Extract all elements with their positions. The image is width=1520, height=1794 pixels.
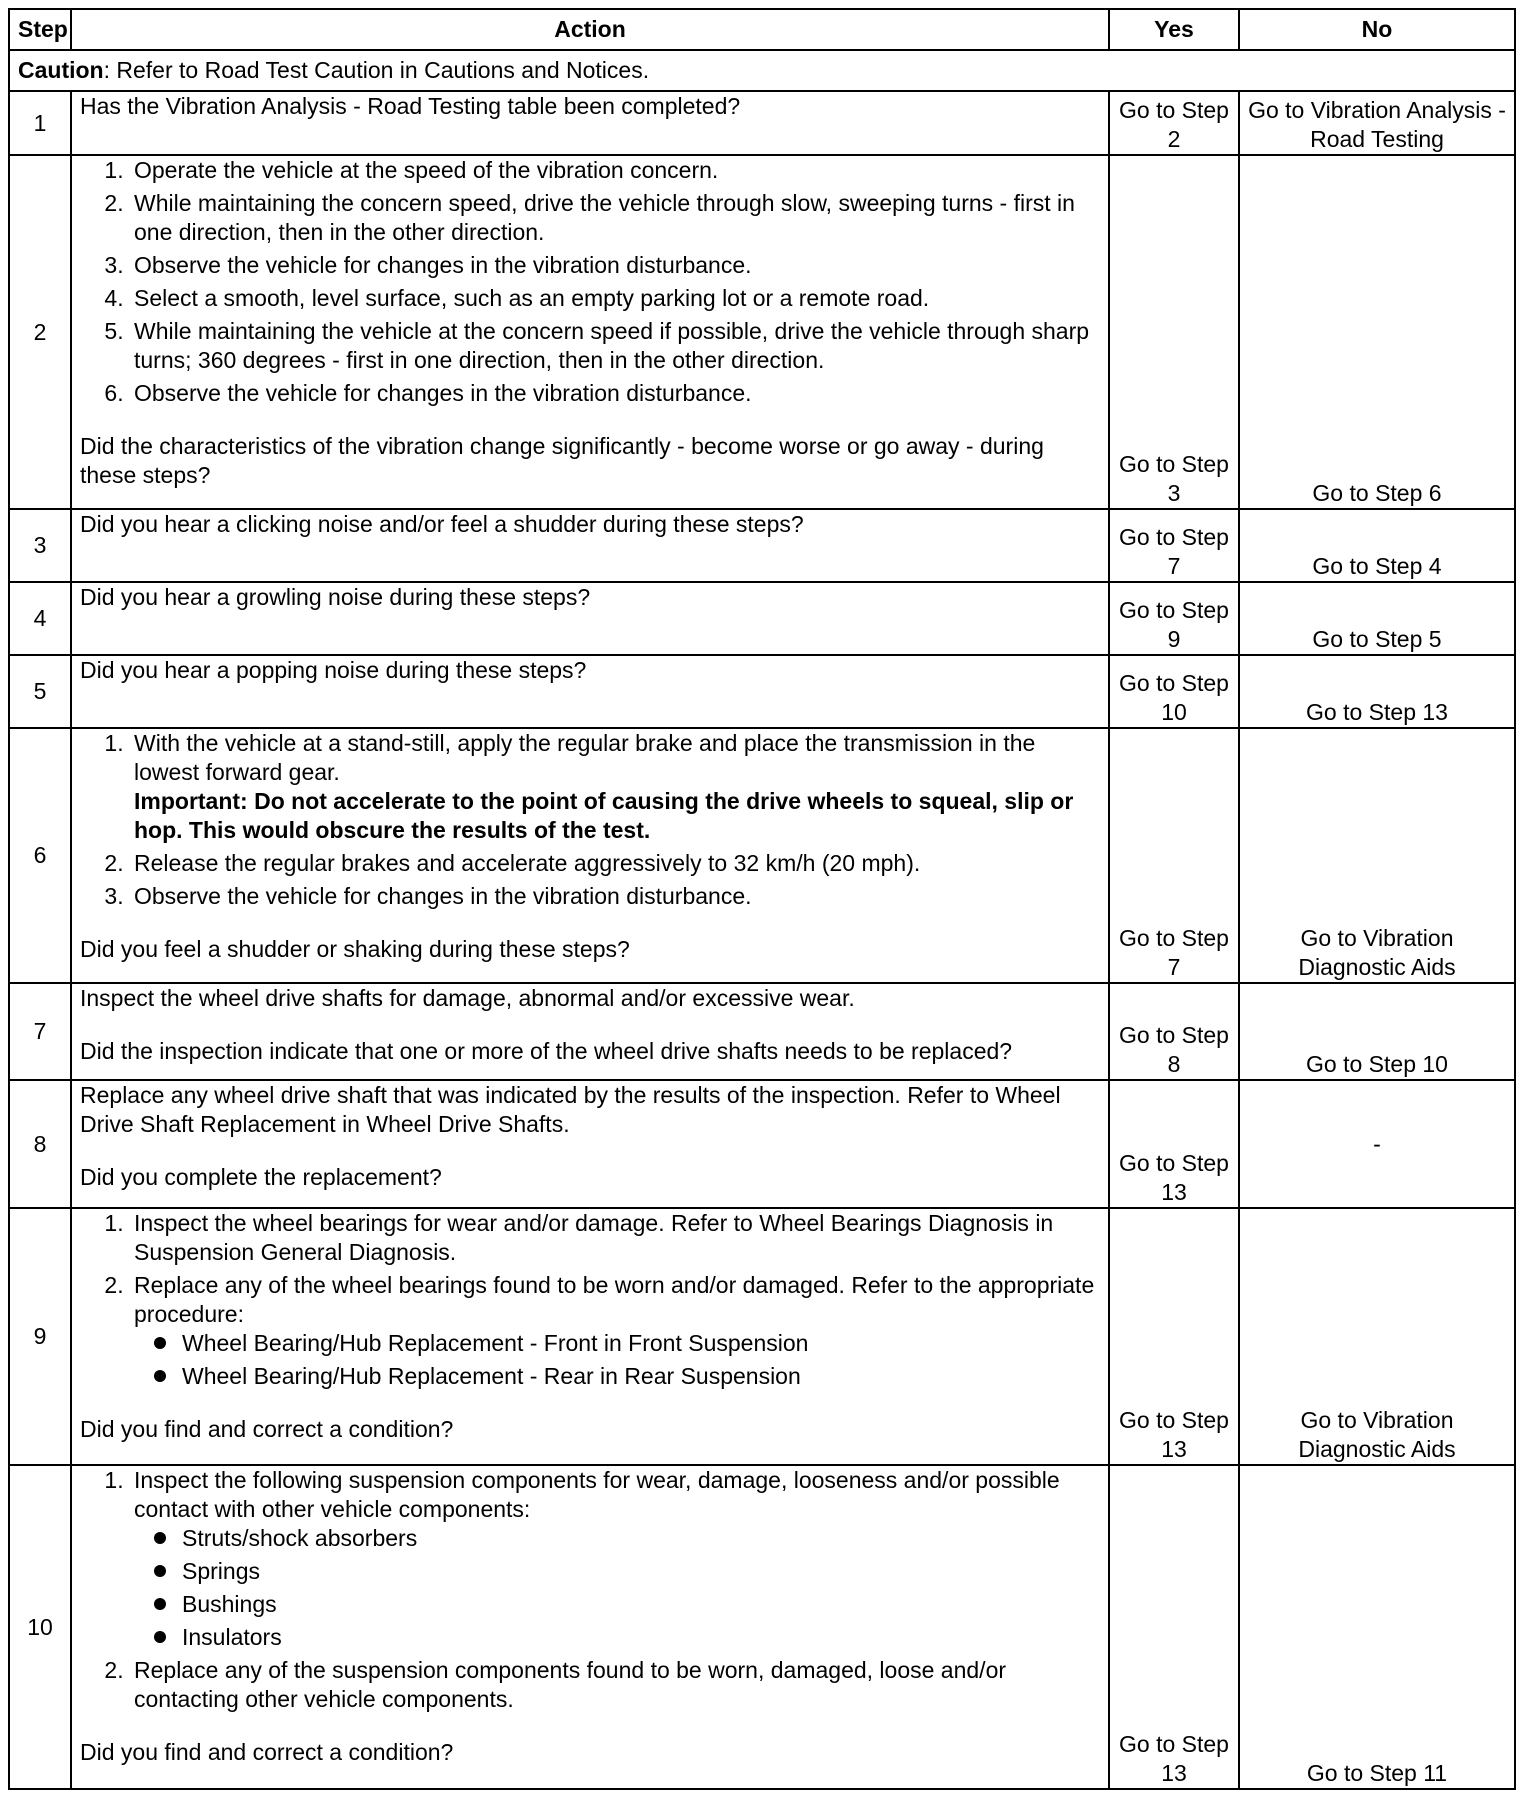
question-text: Did you find and correct a condition? bbox=[80, 1739, 454, 1765]
yes-cell: Go to Step 3 bbox=[1109, 155, 1239, 509]
list-item: 1. Operate the vehicle at the speed of the vibration concern. bbox=[130, 156, 1100, 185]
no-cell: Go to Step 13 bbox=[1239, 655, 1515, 728]
step-number: 5 bbox=[9, 655, 71, 728]
step-row-6 bbox=[9, 728, 1515, 983]
list-item: 3. Observe the vehicle for changes in the vibration disturbance. bbox=[130, 251, 1100, 280]
procedure-list bbox=[80, 156, 1100, 408]
question-text: Has the Vibration Analysis - Road Testing table been completed? bbox=[80, 93, 741, 119]
list-item-text: Inspect the following suspension components for wear, damage, looseness and/or possible contact with other vehicle components: bbox=[134, 1467, 1060, 1522]
yes-cell: Go to Step 9 bbox=[1109, 582, 1239, 655]
action-cell bbox=[71, 1208, 1109, 1465]
step-number: 8 bbox=[9, 1080, 71, 1208]
yes-cell: Go to Step 13 bbox=[1109, 1080, 1239, 1208]
bullet-icon bbox=[154, 1631, 166, 1643]
step-number: 1 bbox=[9, 91, 71, 155]
caution-text: : Refer to Road Test Caution in Cautions and Notices. bbox=[103, 57, 650, 83]
step-row-9 bbox=[9, 1208, 1515, 1465]
bullet-list bbox=[134, 1524, 1100, 1652]
bullet-text: Springs bbox=[182, 1558, 260, 1584]
no-cell: Go to Step 10 bbox=[1239, 983, 1515, 1080]
step-number: 3 bbox=[9, 509, 71, 582]
step-row-7 bbox=[9, 983, 1515, 1080]
bullet-item bbox=[180, 1524, 1100, 1553]
step-number: 7 bbox=[9, 983, 71, 1080]
no-cell: Go to Vibration Diagnostic Aids bbox=[1239, 1208, 1515, 1465]
action-cell bbox=[71, 509, 1109, 582]
question-text: Did you feel a shudder or shaking during these steps? bbox=[80, 936, 630, 962]
step-row-1 bbox=[9, 91, 1515, 155]
question-text: Did you complete the replacement? bbox=[80, 1164, 442, 1190]
no-cell: Go to Step 4 bbox=[1239, 509, 1515, 582]
header-row bbox=[9, 9, 1515, 50]
step-row-2 bbox=[9, 155, 1515, 509]
action-cell bbox=[71, 1080, 1109, 1208]
question-text: Did you hear a popping noise during these steps? bbox=[80, 657, 587, 683]
step-row-4 bbox=[9, 582, 1515, 655]
step-row-10 bbox=[9, 1465, 1515, 1789]
procedure-list bbox=[80, 729, 1100, 911]
list-item: 5. While maintaining the vehicle at the concern speed if possible, drive the vehicle through sharp turns; 360 degrees - first in one direction, then in the other direction. bbox=[130, 317, 1100, 375]
bullet-text: Wheel Bearing/Hub Replacement - Rear in Rear Suspension bbox=[182, 1363, 801, 1389]
no-cell: Go to Step 6 bbox=[1239, 155, 1515, 509]
yes-cell: Go to Step 7 bbox=[1109, 728, 1239, 983]
action-cell bbox=[71, 728, 1109, 983]
intro-text: Inspect the wheel drive shafts for damage, abnormal and/or excessive wear. bbox=[80, 985, 855, 1011]
question-text: Did the inspection indicate that one or more of the wheel drive shafts needs to be replaced? bbox=[80, 1038, 1013, 1064]
no-cell: Go to Vibration Analysis - Road Testing bbox=[1239, 91, 1515, 155]
caution-cell bbox=[9, 50, 1515, 91]
list-item: 3. Observe the vehicle for changes in the vibration disturbance. bbox=[130, 882, 1100, 911]
list-item: 2. While maintaining the concern speed, drive the vehicle through slow, sweeping turns - first in one direction, then in the other direction. bbox=[130, 189, 1100, 247]
header-action: Action bbox=[71, 9, 1109, 50]
step-number: 2 bbox=[9, 155, 71, 509]
yes-cell: Go to Step 10 bbox=[1109, 655, 1239, 728]
question-text: Did you find and correct a condition? bbox=[80, 1416, 454, 1442]
caution-row bbox=[9, 50, 1515, 91]
bullet-list bbox=[134, 1329, 1100, 1391]
bullet-icon bbox=[154, 1565, 166, 1577]
yes-cell: Go to Step 13 bbox=[1109, 1465, 1239, 1789]
yes-cell: Go to Step 2 bbox=[1109, 91, 1239, 155]
list-item-text: Replace any of the wheel bearings found to be worn and/or damaged. Refer to the appropriate procedure: bbox=[134, 1272, 1095, 1327]
procedure-list bbox=[80, 1466, 1100, 1714]
header-no: No bbox=[1239, 9, 1515, 50]
bullet-icon bbox=[154, 1532, 166, 1544]
step-number: 10 bbox=[9, 1465, 71, 1789]
list-item-text: With the vehicle at a stand-still, apply the regular brake and place the transmission in the lowest forward gear. bbox=[134, 730, 1036, 785]
list-item: 4. Select a smooth, level surface, such as an empty parking lot or a remote road. bbox=[130, 284, 1100, 313]
list-item: 2. Release the regular brakes and accelerate aggressively to 32 km/h (20 mph). bbox=[130, 849, 1100, 878]
step-row-5 bbox=[9, 655, 1515, 728]
action-cell bbox=[71, 155, 1109, 509]
step-row-8 bbox=[9, 1080, 1515, 1208]
bullet-icon bbox=[154, 1337, 166, 1349]
bullet-icon bbox=[154, 1370, 166, 1382]
list-item bbox=[130, 729, 1100, 845]
intro-text: Replace any wheel drive shaft that was indicated by the results of the inspection. Refer to Wheel Drive Shaft Replacement in Wheel Drive Shafts. bbox=[80, 1082, 1061, 1137]
caution-label: Caution bbox=[18, 57, 104, 83]
action-cell bbox=[71, 91, 1109, 155]
step-row-3 bbox=[9, 509, 1515, 582]
important-note: Important: Do not accelerate to the point of causing the drive wheels to squeal, slip or hop. This would obscure the results of the test. bbox=[134, 788, 1074, 843]
yes-cell: Go to Step 8 bbox=[1109, 983, 1239, 1080]
yes-cell: Go to Step 13 bbox=[1109, 1208, 1239, 1465]
question-text: Did you hear a clicking noise and/or feel a shudder during these steps? bbox=[80, 511, 804, 537]
no-cell: Go to Vibration Diagnostic Aids bbox=[1239, 728, 1515, 983]
bullet-item bbox=[180, 1362, 1100, 1391]
yes-cell: Go to Step 7 bbox=[1109, 509, 1239, 582]
bullet-item bbox=[180, 1557, 1100, 1586]
list-item: 6. Observe the vehicle for changes in the vibration disturbance. bbox=[130, 379, 1100, 408]
bullet-item bbox=[180, 1329, 1100, 1358]
list-item: 1. Inspect the wheel bearings for wear and/or damage. Refer to Wheel Bearings Diagnosis in Suspension General Diagnosis. bbox=[130, 1209, 1100, 1267]
bullet-text: Struts/shock absorbers bbox=[182, 1525, 418, 1551]
list-item: 2. Replace any of the suspension components found to be worn, damaged, loose and/or contacting other vehicle components. bbox=[130, 1656, 1100, 1714]
no-cell: - bbox=[1239, 1080, 1515, 1208]
step-number: 6 bbox=[9, 728, 71, 983]
list-item bbox=[130, 1466, 1100, 1652]
question-text: Did the characteristics of the vibration change significantly - become worse or go away - during these steps? bbox=[80, 433, 1044, 488]
no-cell: Go to Step 11 bbox=[1239, 1465, 1515, 1789]
diagnostic-table bbox=[8, 8, 1516, 1790]
no-cell: Go to Step 5 bbox=[1239, 582, 1515, 655]
action-cell bbox=[71, 1465, 1109, 1789]
bullet-text: Wheel Bearing/Hub Replacement - Front in Front Suspension bbox=[182, 1330, 809, 1356]
step-number: 9 bbox=[9, 1208, 71, 1465]
header-yes: Yes bbox=[1109, 9, 1239, 50]
bullet-text: Insulators bbox=[182, 1624, 282, 1650]
header-step: Step bbox=[9, 9, 71, 50]
action-cell bbox=[71, 983, 1109, 1080]
bullet-text: Bushings bbox=[182, 1591, 277, 1617]
step-number: 4 bbox=[9, 582, 71, 655]
list-item bbox=[130, 1271, 1100, 1391]
question-text: Did you hear a growling noise during these steps? bbox=[80, 584, 591, 610]
procedure-list bbox=[80, 1209, 1100, 1391]
bullet-item bbox=[180, 1590, 1100, 1619]
bullet-icon bbox=[154, 1598, 166, 1610]
bullet-item bbox=[180, 1623, 1100, 1652]
action-cell bbox=[71, 655, 1109, 728]
action-cell bbox=[71, 582, 1109, 655]
